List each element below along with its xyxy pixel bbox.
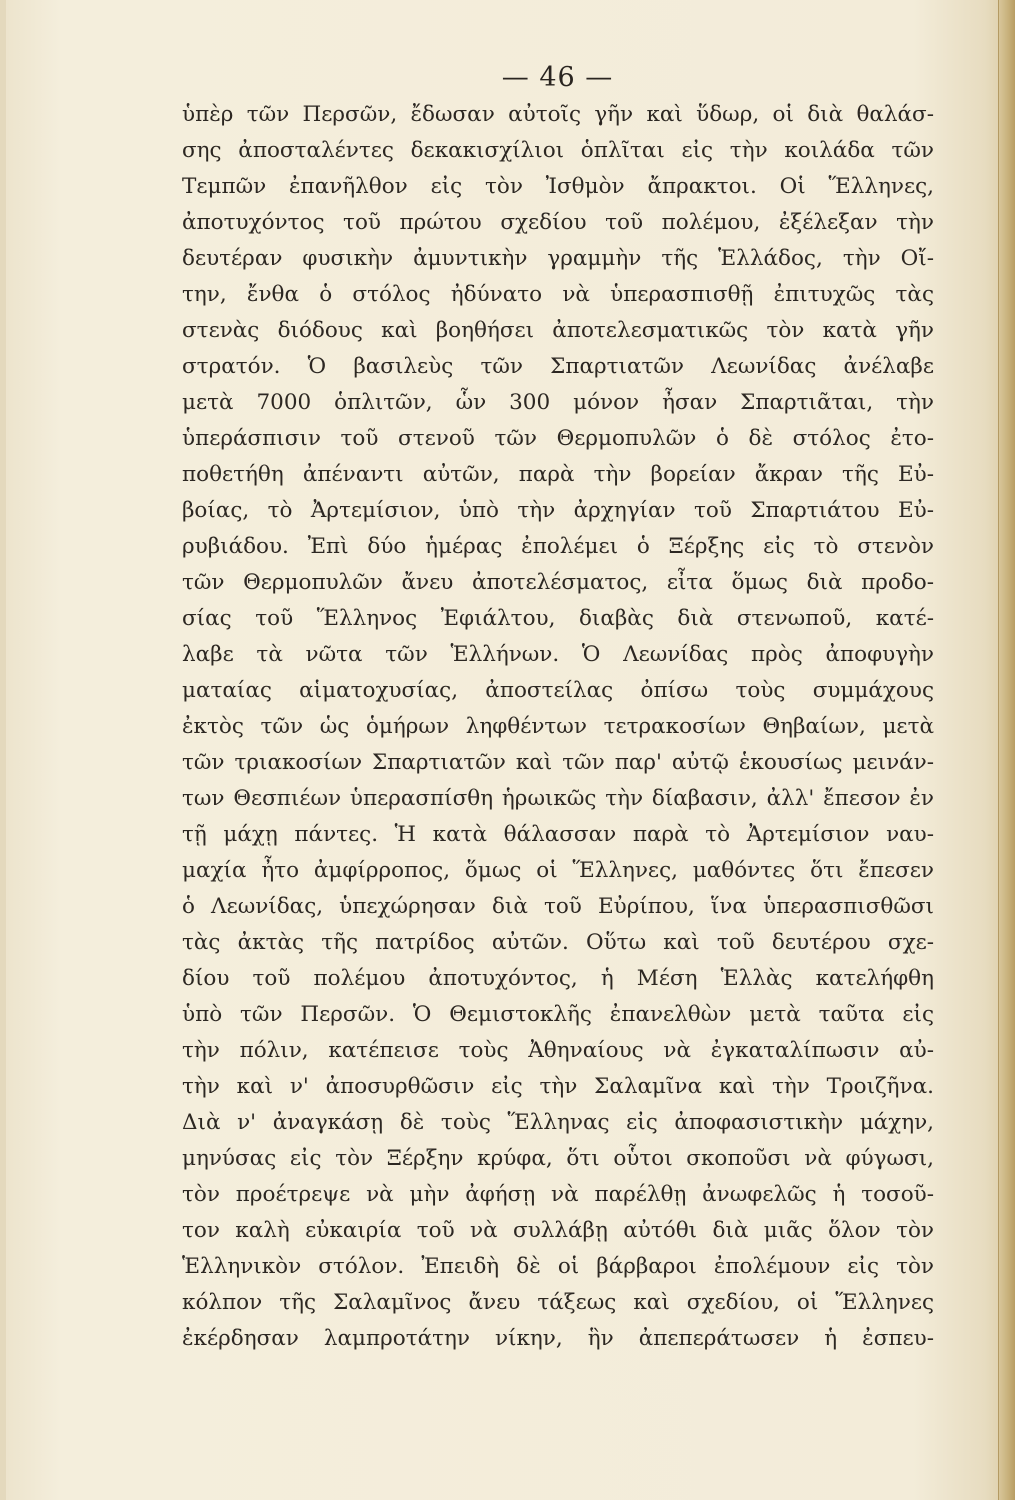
- text-line: κόλπον τῆς Σαλαμῖνος ἄνευ τάξεως καὶ σχεδίου, οἱ Ἕλληνες: [182, 1290, 934, 1315]
- text-line: ἐκτὸς τῶν ὡς ὁμήρων ληφθέντων τετρακοσίων Θηβαίων, μετὰ: [182, 714, 934, 739]
- text-line: ἐκέρδησαν λαμπροτάτην νίκην, ἣν ἀπεπεράτωσεν ἡ ἐσπευ-: [182, 1326, 934, 1351]
- text-line: ὁ Λεωνίδας, ὑπεχώρησαν διὰ τοῦ Εὐρίπου, ἵνα ὑπερασπισθῶσι: [182, 894, 934, 919]
- text-line: ματαίας αἱματοχυσίας, ἀποστείλας ὀπίσω τοὺς συμμάχους: [182, 678, 934, 703]
- page-number: — 46 —: [501, 62, 614, 93]
- text-line: ἀποτυχόντος τοῦ πρώτου σχεδίου τοῦ πολέμου, ἐξέλεξαν τὴν: [182, 210, 934, 235]
- text-line: βοίας, τὸ Ἀρτεμίσιον, ὑπὸ τὴν ἀρχηγίαν τοῦ Σπαρτιάτου Εὐ-: [182, 498, 934, 523]
- text-line: σης ἀποσταλέντες δεκακισχίλιοι ὁπλῖται εἰς τὴν κοιλάδα τῶν: [182, 138, 934, 163]
- text-line: τὸν προέτρεψε νὰ μὴν ἀφήσῃ νὰ παρέλθῃ ἀνωφελῶς ἡ τοσοῦ-: [182, 1182, 934, 1207]
- text-line: δευτέραν φυσικὴν ἀμυντικὴν γραμμὴν τῆς Ἑλλάδος, τὴν Οἴ-: [182, 246, 934, 271]
- text-line: τὴν πόλιν, κατέπεισε τοὺς Ἀθηναίους νὰ ἐγκαταλίπωσιν αὐ-: [182, 1038, 934, 1063]
- text-line: Τεμπῶν ἐπανῆλθον εἰς τὸν Ἰσθμὸν ἄπρακτοι. Οἱ Ἕλληνες,: [182, 174, 934, 199]
- text-line: των Θεσπιέων ὑπερασπίσθη ἡρωικῶς τὴν δίαβασιν, ἀλλ' ἔπεσον ἐν: [182, 786, 934, 811]
- text-line: Ἑλληνικὸν στόλον. Ἐπειδὴ δὲ οἱ βάρβαροι ἐπολέμουν εἰς τὸν: [182, 1254, 934, 1279]
- text-line: την, ἔνθα ὁ στόλος ἠδύνατο νὰ ὑπερασπισθῇ ἐπιτυχῶς τὰς: [182, 282, 934, 307]
- body-text: [182, 97, 934, 1357]
- text-line: στρατόν. Ὁ βασιλεὺς τῶν Σπαρτιατῶν Λεωνίδας ἀνέλαβε: [182, 354, 934, 379]
- text-line: ρυβιάδου. Ἐπὶ δύο ἡμέρας ἐπολέμει ὁ Ξέρξης εἰς τὸ στενὸν: [182, 534, 934, 559]
- text-line: δίου τοῦ πολέμου ἀποτυχόντος, ἡ Μέση Ἑλλὰς κατελήφθη: [182, 966, 934, 991]
- text-line: μαχία ἦτο ἀμφίρροπος, ὅμως οἱ Ἕλληνες, μαθόντες ὅτι ἔπεσεν: [182, 858, 934, 883]
- text-line: σίας τοῦ Ἕλληνος Ἐφιάλτου, διαβὰς διὰ στενωποῦ, κατέ-: [182, 606, 934, 631]
- text-line: μετὰ 7000 ὁπλιτῶν, ὧν 300 μόνον ἦσαν Σπαρτιᾶται, τὴν: [182, 390, 934, 415]
- text-line: τον καλὴ εὐκαιρία τοῦ νὰ συλλάβῃ αὐτόθι διὰ μιᾶς ὅλον τὸν: [182, 1218, 934, 1243]
- text-line: ὑπεράσπισιν τοῦ στενοῦ τῶν Θερμοπυλῶν ὁ δὲ στόλος ἐτο-: [182, 426, 934, 451]
- text-line: Διὰ ν' ἀναγκάσῃ δὲ τοὺς Ἕλληνας εἰς ἀποφασιστικὴν μάχην,: [182, 1110, 934, 1135]
- text-line: τῇ μάχῃ πάντες. Ἡ κατὰ θάλασσαν παρὰ τὸ Ἀρτεμίσιον ναυ-: [182, 822, 934, 847]
- text-line: ποθετήθη ἀπέναντι αὐτῶν, παρὰ τὴν βορείαν ἄκραν τῆς Εὐ-: [182, 462, 934, 487]
- page-edge: [998, 0, 1015, 1500]
- text-line: τὰς ἀκτὰς τῆς πατρίδος αὐτῶν. Οὕτω καὶ τοῦ δευτέρου σχε-: [182, 930, 934, 955]
- text-line: τὴν καὶ ν' ἀποσυρθῶσιν εἰς τὴν Σαλαμῖνα καὶ τὴν Τροιζῆνα.: [182, 1074, 934, 1099]
- text-line: ὑπὲρ τῶν Περσῶν, ἔδωσαν αὐτοῖς γῆν καὶ ὕδωρ, οἱ διὰ θαλάσ-: [182, 102, 934, 127]
- left-margin-strip: [0, 0, 6, 1500]
- text-line: μηνύσας εἰς τὸν Ξέρξην κρύφα, ὅτι οὗτοι σκοποῦσι νὰ φύγωσι,: [182, 1146, 934, 1171]
- text-line: λαβε τὰ νῶτα τῶν Ἑλλήνων. Ὁ Λεωνίδας πρὸς ἀποφυγὴν: [182, 642, 934, 667]
- text-line: στενὰς διόδους καὶ βοηθήσει ἀποτελεσματικῶς τὸν κατὰ γῆν: [182, 318, 934, 343]
- text-line: τῶν Θερμοπυλῶν ἄνευ ἀποτελέσματος, εἶτα ὅμως διὰ προδο-: [182, 570, 934, 595]
- text-line: τῶν τριακοσίων Σπαρτιατῶν καὶ τῶν παρ' αὐτῷ ἑκουσίως μεινάν-: [182, 750, 934, 775]
- text-line: ὑπὸ τῶν Περσῶν. Ὁ Θεμιστοκλῆς ἐπανελθὼν μετὰ ταῦτα εἰς: [182, 1002, 934, 1027]
